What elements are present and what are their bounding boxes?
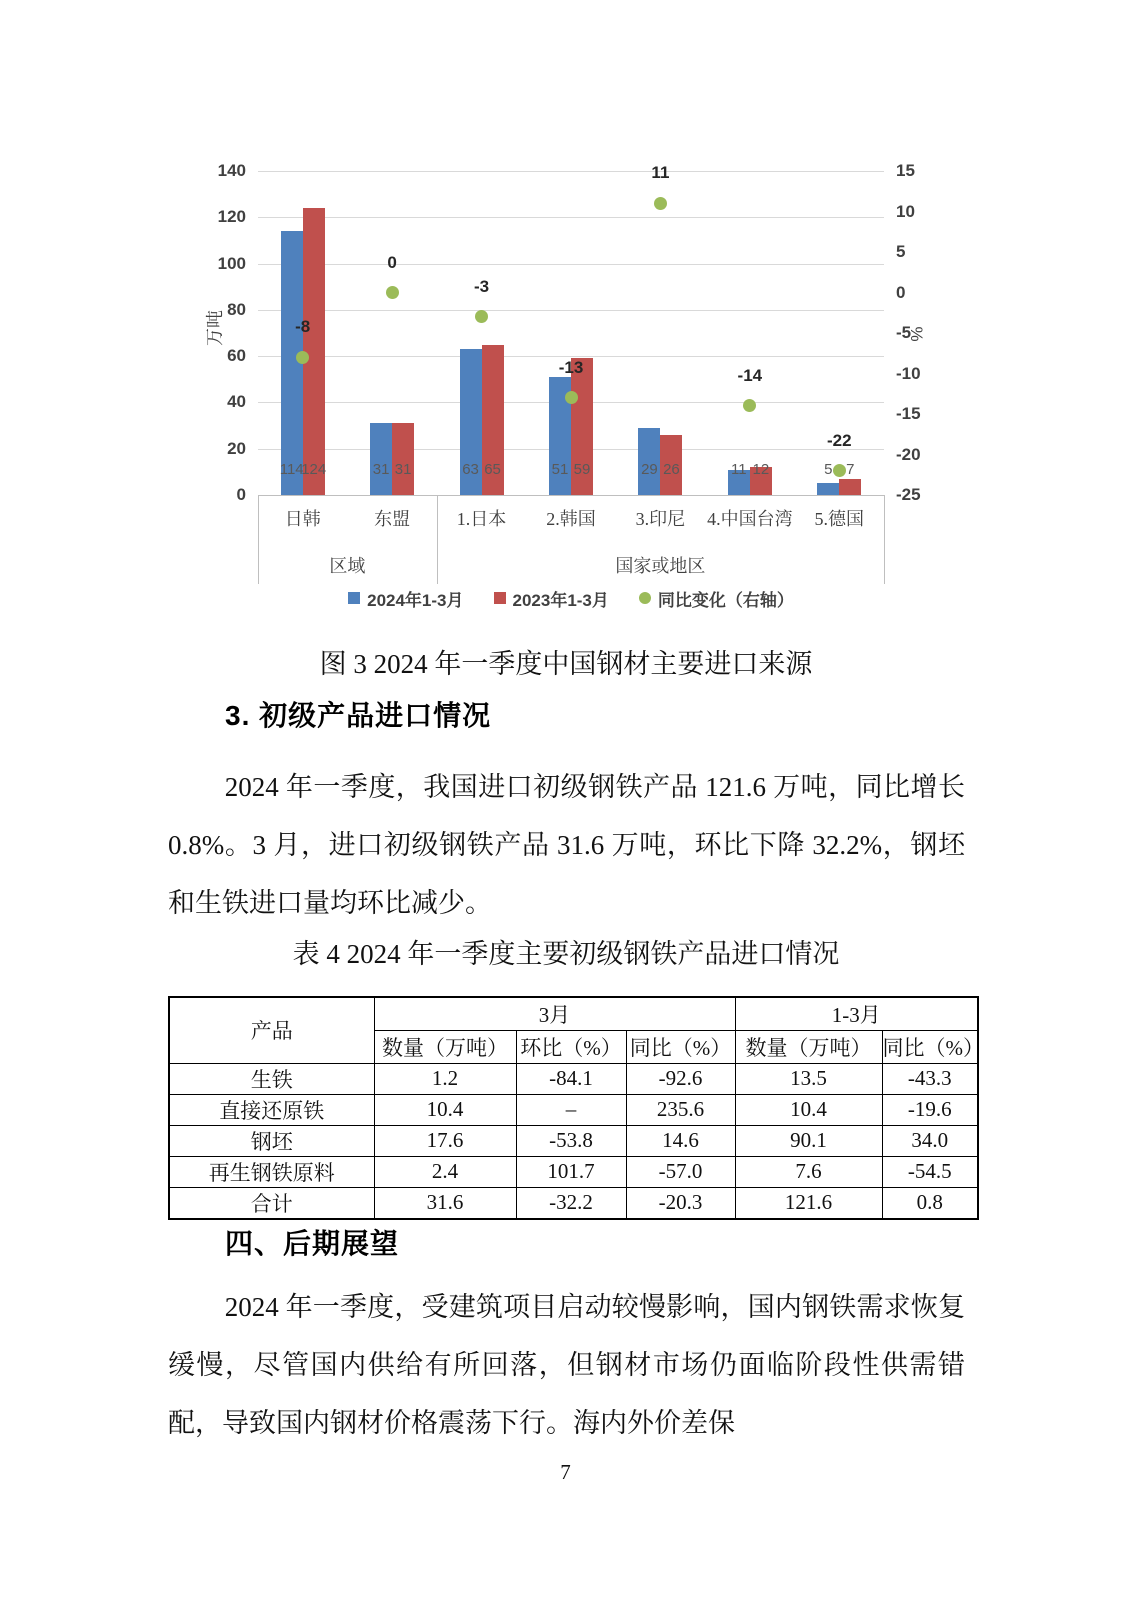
yoy-change-label: -8: [295, 317, 311, 337]
left-axis-tick-label: 60: [227, 346, 246, 366]
category-label: 日韩: [284, 509, 321, 529]
bar-data-label: 59: [573, 461, 591, 478]
bar-2024: [817, 483, 839, 495]
legend-item: [348, 586, 463, 611]
value-cell: -19.6: [882, 1094, 978, 1125]
chart-gridline: [258, 171, 884, 172]
bar-2024: [370, 423, 392, 495]
left-axis-tick-label: 100: [217, 253, 246, 273]
value-cell: 1.2: [374, 1063, 516, 1094]
value-cell: -54.5: [882, 1156, 978, 1187]
value-cell: -53.8: [516, 1125, 626, 1156]
bar-2023: [839, 479, 861, 495]
bar-data-label: 124: [301, 461, 327, 478]
section-3-paragraph: 2024 年一季度，我国进口初级钢铁产品 121.6 万吨，同比增长 0.8%。3 月，进口初级钢铁产品 31.6 万吨，环比下降 32.2%，钢坯和生铁进口量均环比减少。: [168, 772, 965, 918]
value-cell: 2.4: [374, 1156, 516, 1187]
primary-products-import-table: [168, 996, 985, 1220]
legend-marker-circle: [639, 592, 651, 604]
value-cell: -20.3: [626, 1187, 735, 1219]
yoy-change-dot: [565, 391, 578, 404]
product-cell: 直接还原铁: [169, 1094, 374, 1125]
right-axis-tick-label: -5: [896, 323, 912, 342]
table-row: [169, 1063, 978, 1094]
yoy-change-label: -3: [474, 276, 490, 296]
product-cell: 钢坯: [169, 1125, 374, 1156]
value-cell: 13.5: [735, 1063, 882, 1094]
right-axis-tick-label: 15: [896, 161, 915, 180]
value-cell: 17.6: [374, 1125, 516, 1156]
table-subheader-cell: 数量（万吨）: [374, 1030, 516, 1063]
legend-item: [639, 586, 794, 611]
value-cell: 0.8: [882, 1187, 978, 1219]
table-row: [169, 1156, 978, 1187]
yoy-change-dot: [833, 464, 846, 477]
chart-legend: [258, 584, 884, 612]
chart-gridline: [258, 310, 884, 311]
legend-label: 同比变化（右轴）: [657, 590, 794, 610]
table-row: [169, 1094, 978, 1125]
category-label: 2.韩国: [546, 509, 596, 529]
yoy-change-dot: [654, 197, 667, 210]
table-subheader-cell: 数量（万吨）: [735, 1030, 882, 1063]
right-axis-tick-label: 5: [896, 242, 906, 261]
legend-marker-square: [494, 592, 506, 604]
value-cell: 10.4: [374, 1094, 516, 1125]
product-cell: 再生钢铁原料: [169, 1156, 374, 1187]
value-cell: –: [516, 1094, 626, 1125]
legend-marker-square: [348, 592, 360, 604]
product-cell: 合计: [169, 1187, 374, 1219]
value-cell: -92.6: [626, 1063, 735, 1094]
bar-data-label: 63: [462, 461, 479, 478]
value-cell: 121.6: [735, 1187, 882, 1219]
table-header-q1: 1-3月: [735, 997, 978, 1030]
table-caption: 表 4 2024 年一季度主要初级钢铁产品进口情况: [292, 939, 840, 969]
right-axis-tick-label: -10: [896, 363, 921, 383]
left-axis-tick-label: 80: [227, 299, 246, 319]
table-subheader-cell: 同比（%）: [882, 1030, 978, 1063]
right-axis-tick-label: -20: [896, 444, 921, 464]
value-cell: 90.1: [735, 1125, 882, 1156]
bar-data-label: 51: [551, 461, 569, 478]
bar-data-label: 12: [752, 461, 770, 478]
left-axis-tick-label: 0: [236, 485, 246, 504]
value-cell: 235.6: [626, 1094, 735, 1125]
category-group-label: 区域: [329, 556, 366, 576]
value-cell: -43.3: [882, 1063, 978, 1094]
chart-gridline: [258, 495, 884, 496]
section-4-heading: 四、后期展望: [225, 1228, 400, 1259]
table-group-header-row: [169, 997, 978, 1030]
value-cell: -84.1: [516, 1063, 626, 1094]
bar-data-label: 7: [846, 461, 855, 478]
right-axis-title: %: [907, 326, 926, 342]
bar-data-label: 31: [394, 461, 412, 478]
table-subheader-cell: 同比（%）: [626, 1030, 735, 1063]
category-group-label: 国家或地区: [615, 556, 706, 576]
legend-label: 2023年1-3月: [512, 590, 609, 610]
bar-data-label: 5: [824, 461, 833, 478]
value-cell: 14.6: [626, 1125, 735, 1156]
legend-item: [494, 586, 609, 611]
legend-label: 2024年1-3月: [367, 590, 464, 610]
bar-2023: [392, 423, 414, 495]
import-sources-chart: [0, 0, 1131, 640]
table-subheader-cell: 环比（%）: [516, 1030, 626, 1063]
value-cell: -32.2: [516, 1187, 626, 1219]
category-label: 东盟: [374, 509, 411, 529]
bar-data-label: 11: [731, 461, 747, 478]
yoy-change-label: 0: [387, 252, 397, 272]
left-axis-tick-label: 140: [217, 161, 246, 180]
section-3-heading: 3. 初级产品进口情况: [225, 700, 492, 731]
value-cell: 10.4: [735, 1094, 882, 1125]
right-axis-tick-label: 10: [896, 201, 915, 221]
yoy-change-dot: [386, 286, 399, 299]
value-cell: 34.0: [882, 1125, 978, 1156]
right-axis-tick-label: 0: [896, 282, 906, 302]
table-row: [169, 1187, 978, 1219]
yoy-change-dot: [743, 399, 756, 412]
table-row: [169, 1125, 978, 1156]
yoy-change-label: -14: [737, 365, 763, 385]
yoy-change-label: -22: [826, 430, 852, 450]
category-label: 3.印尼: [635, 509, 686, 529]
category-label: 4.中国台湾: [707, 509, 793, 529]
yoy-change-dot: [475, 310, 488, 323]
yoy-change-label: -13: [558, 357, 584, 377]
chart-gridline: [258, 264, 884, 265]
yoy-change-dot: [296, 351, 309, 364]
yoy-change-label: 11: [651, 163, 670, 183]
left-axis-tick-label: 120: [217, 207, 246, 227]
table-header-product: 产品: [169, 997, 374, 1063]
bar-data-label: 26: [663, 461, 680, 478]
bar-data-label: 114: [279, 461, 304, 478]
value-cell: -57.0: [626, 1156, 735, 1187]
table-header-march: 3月: [374, 997, 735, 1030]
section-4-paragraph: 2024 年一季度，受建筑项目启动较慢影响，国内钢铁需求恢复缓慢，尽管国内供给有所回落，但钢材市场仍面临阶段性供需错配，导致国内钢材价格震荡下行。海内外价差保: [168, 1292, 965, 1438]
value-cell: 101.7: [516, 1156, 626, 1187]
bar-data-label: 29: [641, 461, 658, 478]
category-label: 5.德国: [814, 509, 865, 529]
left-axis-tick-label: 20: [227, 438, 246, 458]
right-axis-tick-label: -25: [896, 485, 921, 504]
category-axis-separator: [884, 495, 885, 584]
page-number: 7: [560, 1460, 571, 1484]
value-cell: 31.6: [374, 1187, 516, 1219]
bar-data-label: 31: [372, 461, 390, 478]
product-cell: 生铁: [169, 1063, 374, 1094]
left-axis-tick-label: 40: [227, 392, 246, 412]
figure-caption: 图 3 2024 年一季度中国钢材主要进口来源: [319, 649, 813, 679]
chart-gridline: [258, 217, 884, 218]
left-axis-title: 万吨: [205, 310, 225, 346]
right-axis-tick-label: -15: [896, 404, 921, 423]
category-label: 1.日本: [456, 509, 507, 529]
bar-data-label: 65: [484, 461, 501, 478]
value-cell: 7.6: [735, 1156, 882, 1187]
